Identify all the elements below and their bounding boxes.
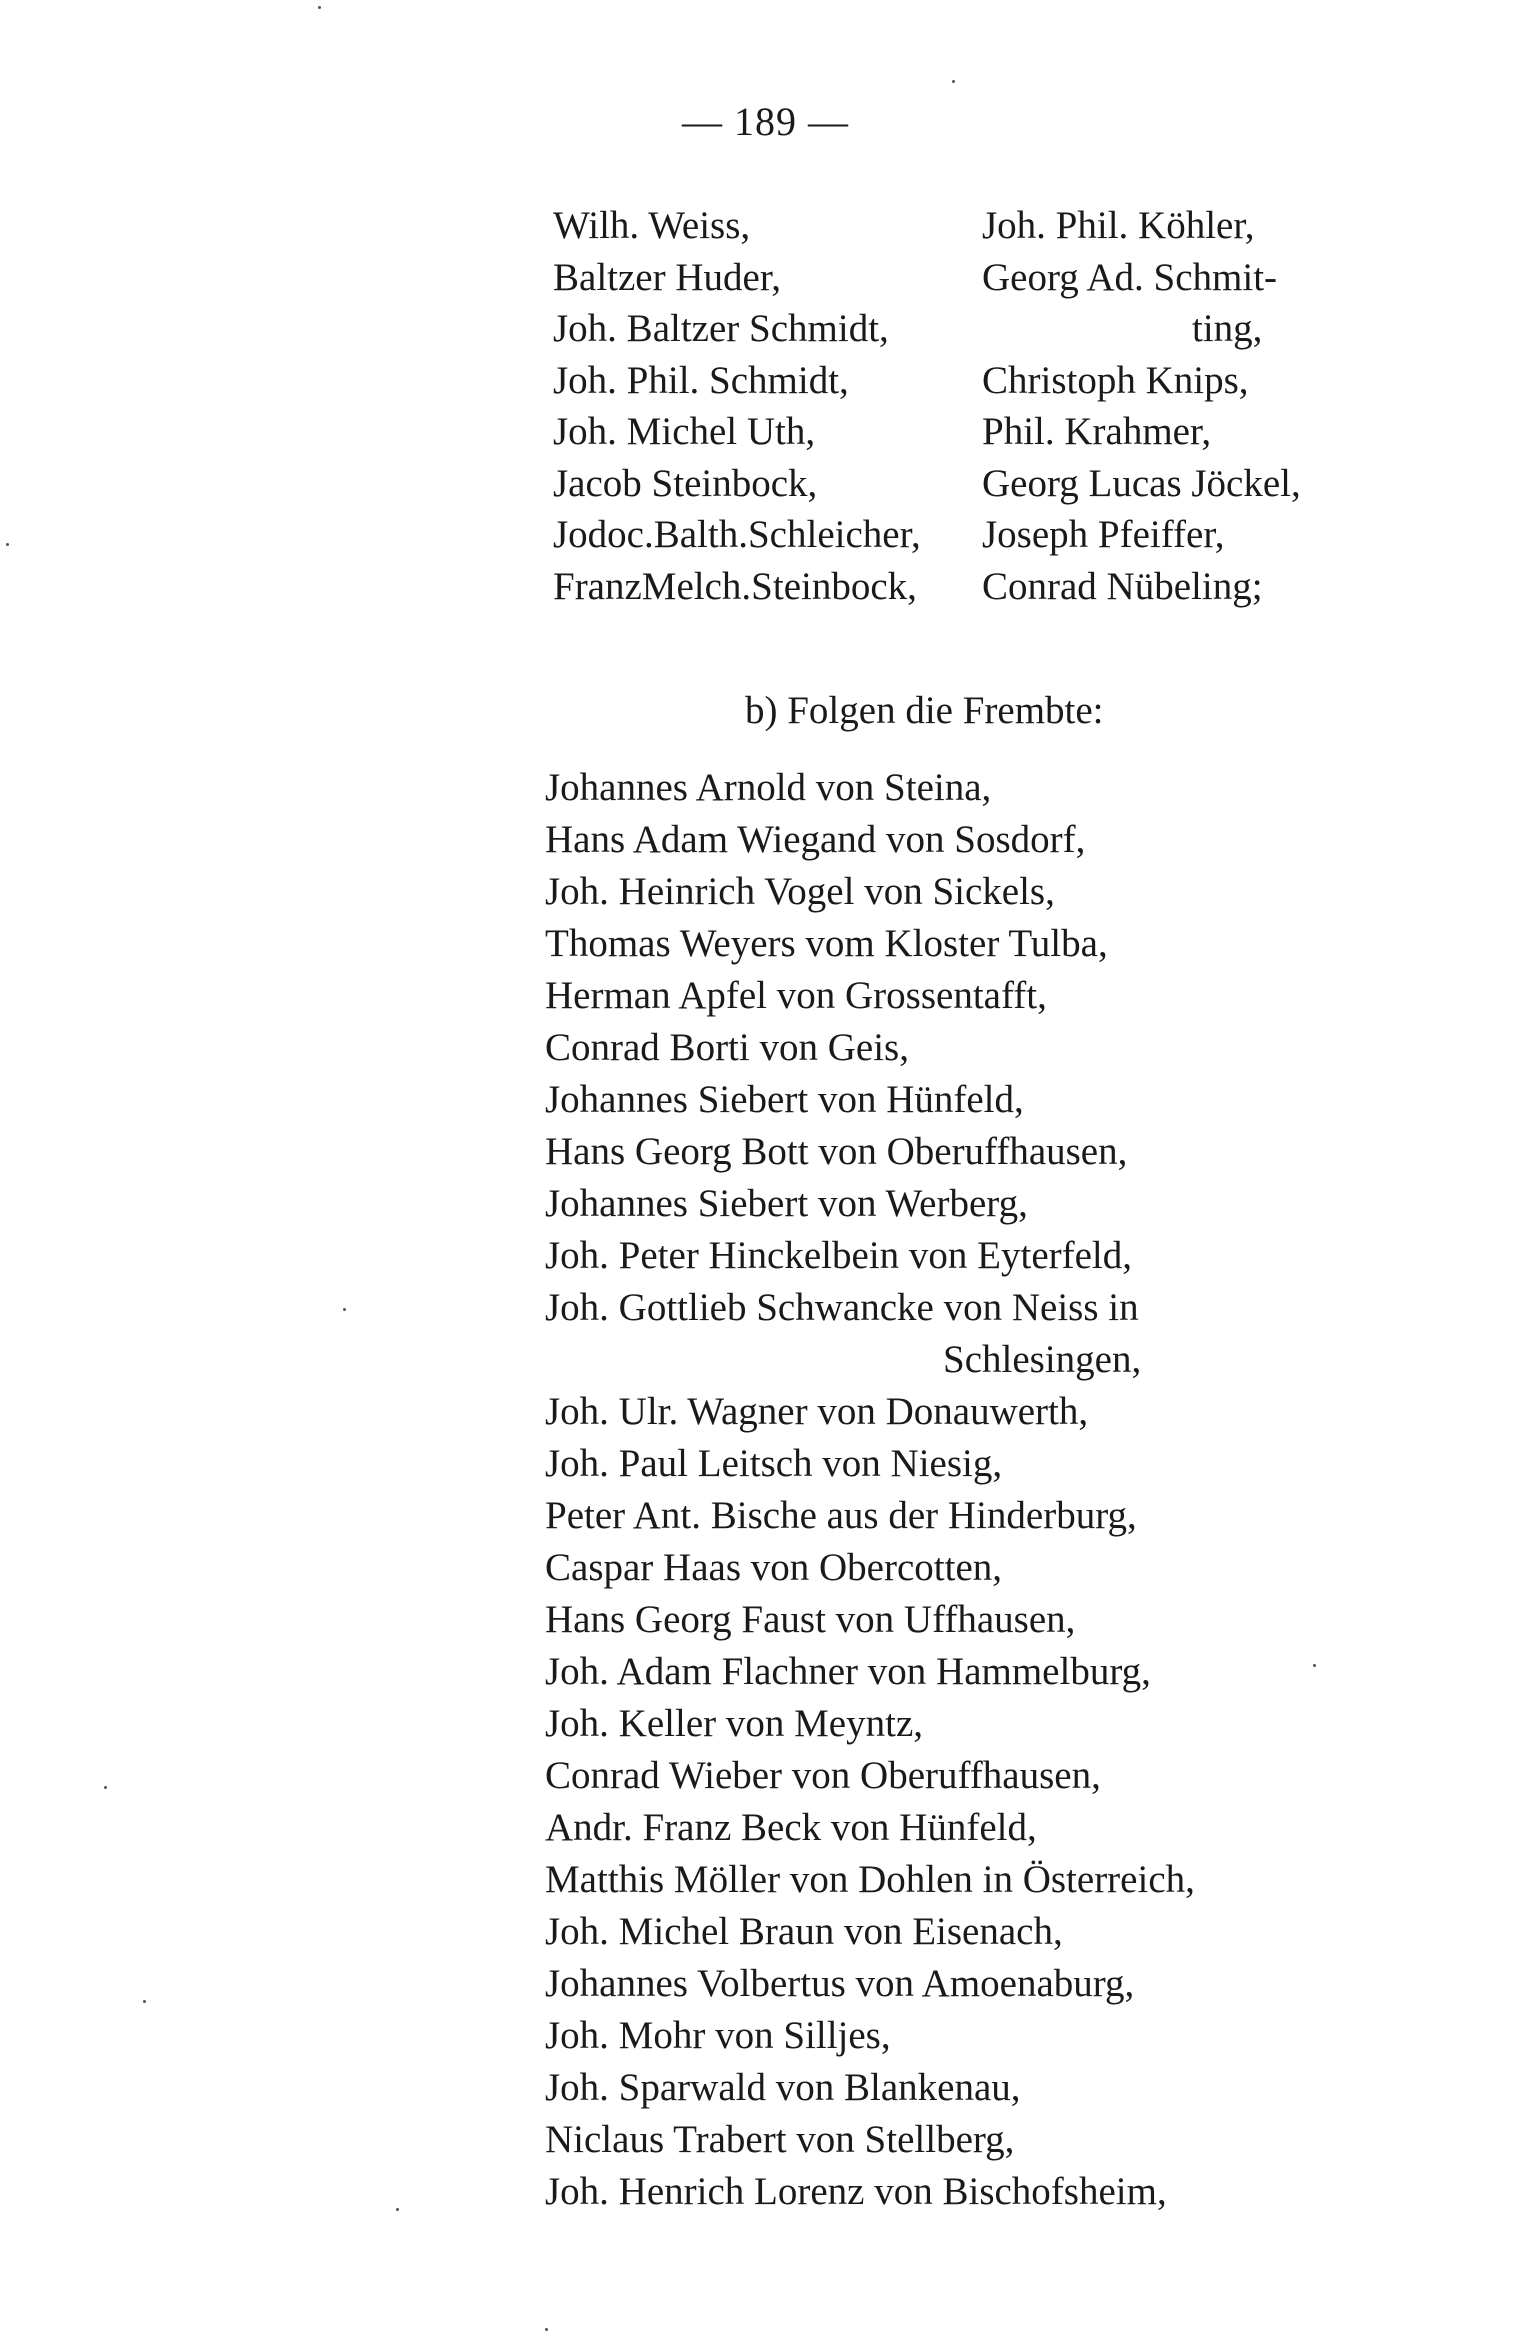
list-item: Joh. Sparwald von Blankenau, (545, 2066, 1021, 2109)
list-item: Johannes Volbertus von Amoenaburg, (545, 1962, 1135, 2005)
names-list (545, 762, 1195, 2218)
list-item: Joh. Mohr von Silljes, (545, 2014, 891, 2057)
column-line: Baltzer Huder, (553, 255, 782, 299)
scan-speck (545, 2328, 548, 2331)
list-item: Hans Georg Bott von Oberuffhausen, (545, 1130, 1128, 1173)
column-line: FranzMelch.Steinbock, (553, 564, 917, 608)
list-item: Joh. Gottlieb Schwancke von Neiss in (545, 1286, 1139, 1329)
page-number: — 189 — (682, 99, 849, 144)
list-item: Joh. Adam Flachner von Hammelburg, (545, 1650, 1151, 1693)
list-item: Conrad Wieber von Oberuffhausen, (545, 1754, 1101, 1797)
column-line: Joh. Phil. Köhler, (982, 204, 1255, 247)
scan-speck (104, 1786, 107, 1789)
list-item: Caspar Haas von Obercotten, (545, 1546, 1003, 1589)
column-line: Joseph Pfeiffer, (982, 513, 1225, 556)
column-line: Christoph Knips, (982, 358, 1249, 402)
scan-speck (143, 2000, 146, 2003)
list-item: Johannes Siebert von Werberg, (545, 1182, 1028, 1225)
list-item: Niclaus Trabert von Stellberg, (545, 2118, 1015, 2161)
list-item: Joh. Ulr. Wagner von Donauwerth, (545, 1390, 1089, 1433)
scan-speck (343, 1308, 346, 1311)
list-item: Joh. Michel Braun von Eisenach, (545, 1910, 1063, 1953)
list-item: Joh. Peter Hinckelbein von Eyterfeld, (545, 1234, 1132, 1277)
list-item: Johannes Siebert von Hünfeld, (545, 1078, 1024, 1121)
right-name-column (982, 200, 1301, 612)
scan-speck (6, 543, 9, 546)
column-line: Jacob Steinbock, (553, 461, 818, 505)
scan-speck (318, 6, 321, 9)
list-item: Hans Adam Wiegand von Sosdorf, (545, 818, 1086, 861)
list-item: Joh. Paul Leitsch von Niesig, (545, 1442, 1003, 1485)
column-line: ting, (1192, 307, 1263, 350)
scan-speck (952, 80, 955, 83)
column-line: Phil. Krahmer, (982, 410, 1212, 453)
list-item: Joh. Henrich Lorenz von Bischofsheim, (545, 2170, 1167, 2213)
column-line: Joh. Phil. Schmidt, (553, 358, 849, 402)
list-item: Peter Ant. Bische aus der Hinderburg, (545, 1494, 1137, 1537)
scan-speck (1313, 1664, 1316, 1667)
list-item: Joh. Keller von Meyntz, (545, 1702, 924, 1745)
list-item: Schlesingen, (943, 1338, 1142, 1381)
column-line: Georg Ad. Schmit- (982, 255, 1278, 299)
column-line: Georg Lucas Jöckel, (982, 461, 1301, 505)
list-item: Herman Apfel von Grossentafft, (545, 974, 1047, 1017)
column-line: Conrad Nübeling; (982, 564, 1263, 608)
list-item: Johannes Arnold von Steina, (545, 766, 992, 809)
list-item: Hans Georg Faust von Uffhausen, (545, 1598, 1076, 1641)
list-item: Matthis Möller von Dohlen in Österreich, (545, 1858, 1195, 1901)
list-item: Joh. Heinrich Vogel von Sickels, (545, 870, 1055, 913)
list-item: Conrad Borti von Geis, (545, 1026, 909, 1069)
scan-speck (396, 2208, 399, 2211)
list-item: Andr. Franz Beck von Hünfeld, (545, 1806, 1037, 1849)
list-item: Thomas Weyers vom Kloster Tulba, (545, 922, 1108, 965)
column-line: Jodoc.Balth.Schleicher, (553, 513, 921, 556)
section-heading: b) Folgen die Frembte: (745, 689, 1104, 732)
left-name-column (553, 200, 921, 612)
column-line: Joh. Baltzer Schmidt, (553, 307, 889, 350)
column-line: Wilh. Weiss, (553, 204, 751, 247)
column-line: Joh. Michel Uth, (553, 410, 816, 453)
